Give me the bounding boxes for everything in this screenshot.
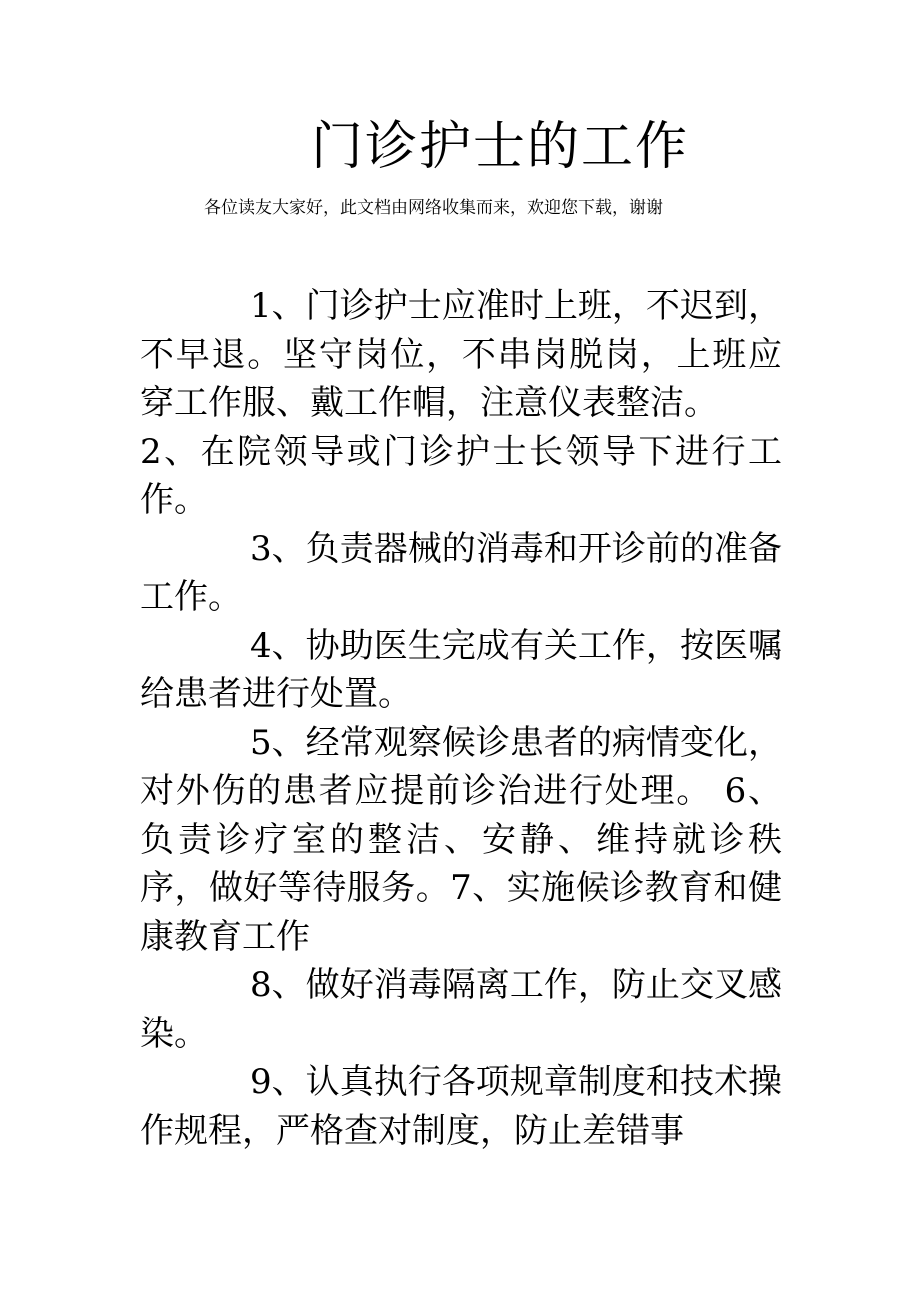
paragraph-3: 3、负责器械的消毒和开诊前的准备工作。 bbox=[140, 528, 782, 617]
paragraph-4: 4、协助医生完成有关工作，按医嘱给患者进行处置。 bbox=[140, 625, 782, 714]
document-title: 门诊护士的工作 bbox=[310, 117, 689, 177]
paragraph-1: 1、门诊护士应准时上班，不迟到，不早退。坚守岗位，不串岗脱岗，上班应穿工作服、戴工作帽，注意仪表整洁。 bbox=[140, 286, 782, 423]
document-body bbox=[140, 282, 782, 1155]
paragraph-5: 5、经常观察候诊患者的病情变化，对外伤的患者应提前诊治进行处理。 6、负责诊疗室的整洁、安静、维持就诊秩序，做好等待服务。7、实施候诊教育和健康教育工作 bbox=[140, 722, 782, 957]
paragraph-2: 2、在院领导或门诊护士长领导下进行工作。 bbox=[140, 431, 782, 520]
paragraph-6: 8、做好消毒隔离工作，防止交叉感染。 bbox=[140, 965, 782, 1054]
paragraph-7: 9、认真执行各项规章制度和技术操作规程，严格查对制度，防止差错事 bbox=[140, 1062, 782, 1151]
document-subtitle: 各位读友大家好，此文档由网络收集而来，欢迎您下载，谢谢 bbox=[204, 198, 663, 218]
